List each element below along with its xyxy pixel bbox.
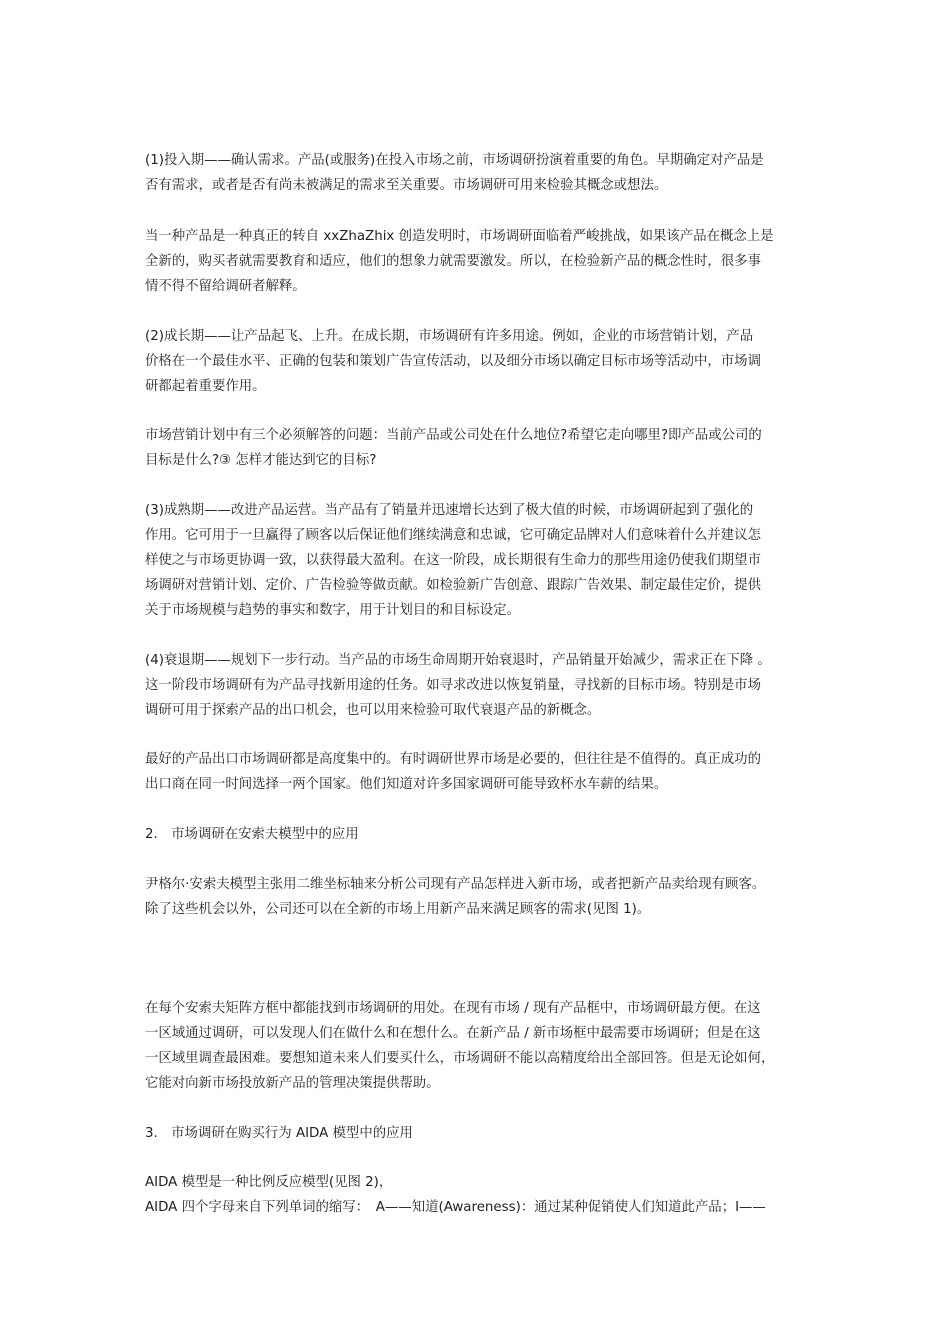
paragraph-line: 尹格尔·安索夫模型主张用二维坐标轴来分析公司现有产品怎样进入新市场，或者把新产品卖给现有顾客。 — [145, 877, 766, 892]
paragraph-line: 研都起着重要作用。 — [145, 379, 266, 394]
paragraph-line: (3)成熟期——改进产品运营。当产品有了销量并迅速增长达到了极大值的时候，市场调研起到了强化的 — [145, 503, 754, 518]
paragraph-line: 一区域通过调研，可以发现人们在做什么和在想什么。在新产品 / 新市场框中最需要市场调研；但是在这 — [145, 1026, 761, 1041]
paragraph-line: 在每个安索夫矩阵方框中都能找到市场调研的用处。在现有市场 / 现有产品框中，市场调研最方便。在这 — [145, 1001, 761, 1016]
section-heading: 3. 市场调研在购买行为 AIDA 模型中的应用 — [145, 1126, 413, 1141]
paragraph-line: 关于市场规模与趋势的事实和数字，用于计划目的和目标设定。 — [145, 603, 520, 618]
paragraph-line: 作用。它可用于一旦赢得了顾客以后保证他们继续满意和忠诚，它可确定品牌对人们意味着什么并建议怎 — [145, 528, 761, 543]
paragraph-line: 出口商在同一时间选择一两个国家。他们知道对许多国家调研可能导致杯水车薪的结果。 — [145, 777, 668, 792]
section-heading: 2. 市场调研在安索夫模型中的应用 — [145, 827, 359, 842]
paragraph-line: 目标是什么?③ 怎样才能达到它的目标? — [145, 453, 377, 468]
paragraph-line: 调研可用于探索产品的出口机会，也可以用来检验可取代衰退产品的新概念。 — [145, 703, 601, 718]
paragraph-line: AIDA 四个字母来自下列单词的缩写： A——知道(Awareness)：通过某种促销使人们知道此产品；I—— — [145, 1200, 766, 1215]
paragraph-line: 否有需求，或者是否有尚未被满足的需求至关重要。市场调研可用来检验其概念或想法。 — [145, 178, 668, 193]
paragraph-line: (4)衰退期——规划下一步行动。当产品的市场生命周期开始衰退时，产品销量开始减少，需求正在下降 。 — [145, 653, 771, 668]
paragraph-line: 一区域里调查最困难。要想知道未来人们要买什么，市场调研不能以高精度给出全部回答。但是无论如何， — [145, 1051, 775, 1066]
paragraph-line: 当一种产品是一种真正的转自 xxZhaZhix 创造发明时，市场调研面临着严峻挑战，如果该产品在概念上是 — [145, 229, 774, 244]
paragraph-line: 价格在一个最佳水平、正确的包装和策划广告宣传活动，以及细分市场以确定目标市场等活动中，市场调 — [145, 354, 761, 369]
paragraph-line: AIDA 模型是一种比例反应模型(见图 2)， — [145, 1175, 393, 1190]
paragraph-line: 这一阶段市场调研有为产品寻找新用途的任务。如寻求改进以恢复销量，寻找新的目标市场。特别是市场 — [145, 678, 761, 693]
paragraph-line: (2)成长期——让产品起飞、上升。在成长期，市场调研有许多用途。例如，企业的市场营销计划，产品 — [145, 329, 754, 344]
paragraph-line: 最好的产品出口市场调研都是高度集中的。有时调研世界市场是必要的，但往往是不值得的。真正成功的 — [145, 752, 761, 767]
paragraph-line: 全新的，购买者就需要教育和适应，他们的想象力就需要激发。所以，在检验新产品的概念性时，很多事 — [145, 254, 761, 269]
paragraph-line: 市场营销计划中有三个必须解答的问题：当前产品或公司处在什么地位?希望它走向哪里?即产品或公司的 — [145, 428, 762, 443]
paragraph-line: (1)投入期——确认需求。产品(或服务)在投入市场之前，市场调研扮演着重要的角色。早期确定对产品是 — [145, 153, 764, 168]
paragraph-line: 样使之与市场更协调一致，以获得最大盈利。在这一阶段，成长期很有生命力的那些用途仍使我们期望市 — [145, 553, 761, 568]
paragraph-line: 除了这些机会以外，公司还可以在全新的市场上用新产品来满足顾客的需求(见图 1)。 — [145, 902, 651, 917]
paragraph-line: 场调研对营销计划、定价、广告检验等做贡献。如检验新广告创意、跟踪广告效果、制定最佳定价，提供 — [145, 578, 761, 593]
paragraph-line: 它能对向新市场投放新产品的管理决策提供帮助。 — [145, 1076, 440, 1091]
paragraph-line: 情不得不留给调研者解释。 — [145, 279, 306, 294]
